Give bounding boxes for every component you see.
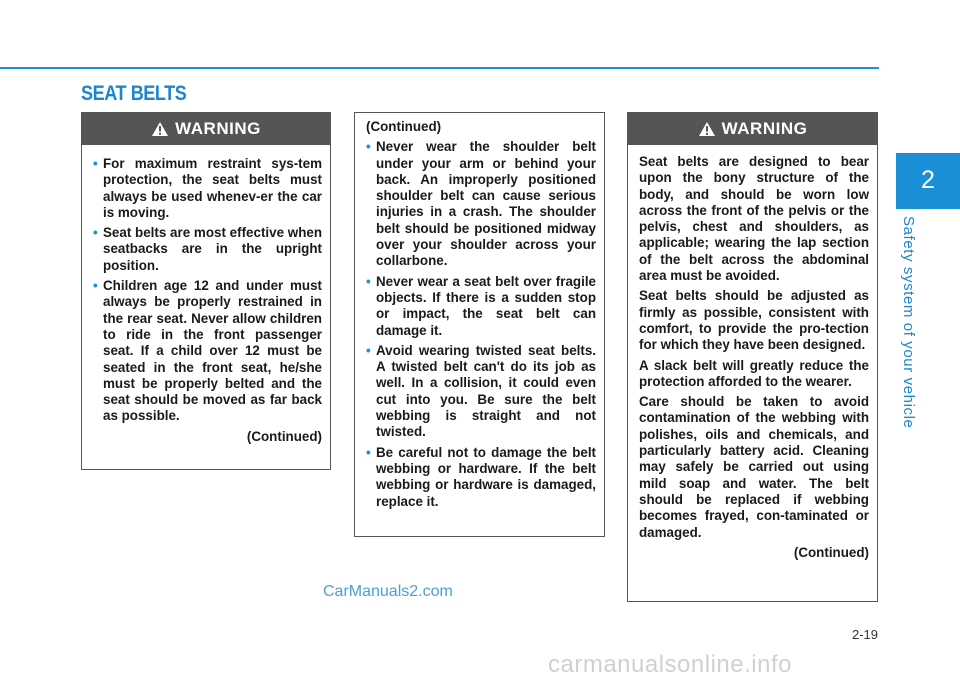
paragraph: Seat belts should be adjusted as firmly as possible, consistent with comfort, to provide the pro-tection for which they have been designed. bbox=[639, 288, 869, 353]
section-title: SEAT BELTS bbox=[81, 82, 187, 105]
paragraph: Care should be taken to avoid contamination of the webbing with polishes, oils and chemicals, and particularly battery acid. Cleaning may safely be carried out using mild soap and water. The belt should be replaced if webbing becomes frayed, con-taminated or damaged. bbox=[639, 394, 869, 540]
warning-header bbox=[628, 113, 877, 145]
list-item: • For maximum restraint sys-tem protection, the seat belts must always be used whenev-er the car is moving. bbox=[93, 156, 322, 220]
warning-triangle-icon bbox=[698, 121, 716, 137]
paragraph: Seat belts are designed to bear upon the bony structure of the body, and should be worn low across the front of the pelvis or the pelvis, chest and shoulders, as applicable; wearing the lap section of the belt across the abdominal area must be avoided. bbox=[639, 154, 869, 284]
warning-label: WARNING bbox=[721, 119, 808, 138]
list-item: • Seat belts are most effective when seatbacks are in the upright position. bbox=[93, 225, 322, 273]
page-number: 2-19 bbox=[851, 627, 878, 642]
watermark-footer: carmanualsonline.info bbox=[548, 651, 792, 678]
list-item: • Never wear a seat belt over fragile objects. If there is a sudden stop or impact, the seat belt can damage it. bbox=[366, 273, 596, 338]
chapter-label: Safety system of your vehicle bbox=[900, 216, 917, 429]
top-rule bbox=[0, 67, 879, 69]
list-item: • Avoid wearing twisted seat belts. A twisted belt can't do its job as well. In a collision, it could even cut into you. Be sure the belt webbing is straight and not twisted. bbox=[366, 342, 596, 440]
continued-header: (Continued) bbox=[366, 119, 442, 134]
warning-triangle-icon bbox=[151, 121, 169, 137]
warning-box-left bbox=[81, 112, 331, 470]
continued-label: (Continued) bbox=[793, 544, 869, 560]
warning-box-right bbox=[627, 112, 878, 602]
continued-box-middle bbox=[354, 112, 605, 537]
paragraph: A slack belt will greatly reduce the protection afforded to the wearer. bbox=[639, 357, 869, 389]
warning-header bbox=[82, 113, 330, 145]
chapter-number: 2 bbox=[921, 166, 935, 194]
list-item: • Children age 12 and under must always be properly restrained in the rear seat. Never allow children to ride in the front passenger seat. If a child over 12 must be seated in the front seat, he/she must be properly belted and the seat should be moved as far back as possible. bbox=[93, 278, 322, 424]
warning-label: WARNING bbox=[175, 119, 261, 138]
list-item: • Never wear the shoulder belt under your arm or behind your back. An improperly positioned shoulder belt can cause serious injuries in a crash. The shoulder belt should be positioned midway over your shoulder across your collarbone. bbox=[366, 139, 596, 269]
chapter-tab bbox=[896, 153, 960, 209]
continued-label: (Continued) bbox=[246, 428, 322, 444]
list-item: • Be careful not to damage the belt webbing or hardware. If the belt webbing or hardware is damaged, replace it. bbox=[366, 444, 596, 509]
watermark-link[interactable]: CarManuals2.com bbox=[323, 583, 453, 600]
